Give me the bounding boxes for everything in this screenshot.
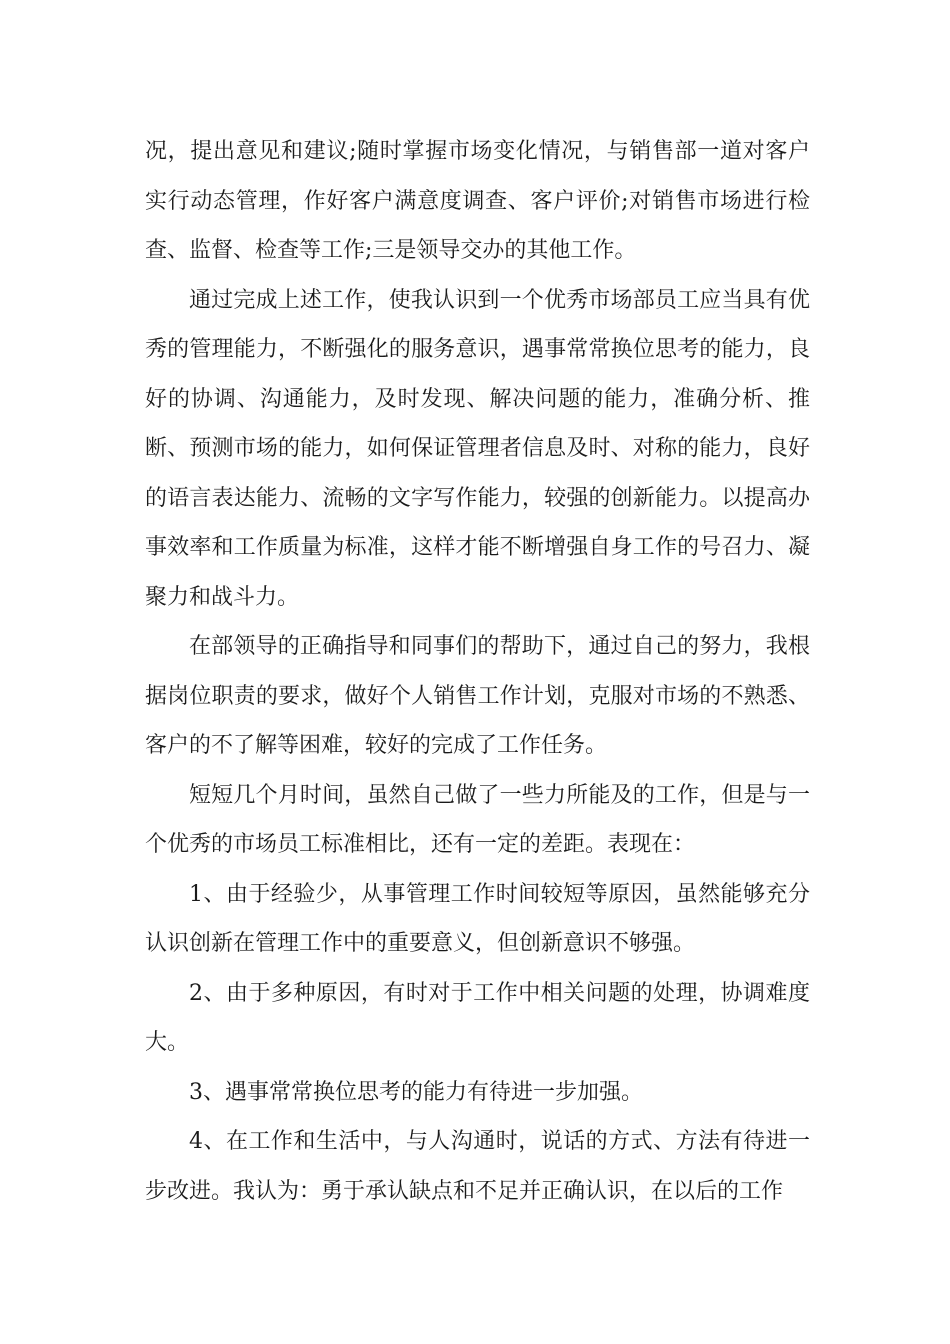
list-item-4: 4、在工作和生活中，与人沟通时，说话的方式、方法有待进一步改进。我认为：勇于承认缺点和不足并正确认识，在以后的工作 <box>145 1129 810 1204</box>
paragraph-1: 况，提出意见和建议;随时掌握市场变化情况，与销售部一道对客户实行动态管理，作好客户满意度调查、客户评价;对销售市场进行检查、监督、检查等工作;三是领导交办的其他工作。 <box>145 139 810 263</box>
list-item-1: 1、由于经验少，从事管理工作时间较短等原因，虽然能够充分认识创新在管理工作中的重要意义，但创新意识不够强。 <box>145 881 810 956</box>
list-item-3: 3、遇事常常换位思考的能力有待进一步加强。 <box>189 1079 643 1105</box>
list-item-2: 2、由于多种原因，有时对于工作中相关问题的处理，协调难度大。 <box>145 980 810 1055</box>
paragraph-2: 通过完成上述工作，使我认识到一个优秀市场部员工应当具有优秀的管理能力，不断强化的服务意识，遇事常常换位思考的能力，良好的协调、沟通能力，及时发现、解决问题的能力，准确分析、推断、预测市场的能力，如何保证管理者信息及时、对称的能力，良好的语言表达能力、流畅的文字写作能力，较强的创新能力。以提高办事效率和工作质量为标准，这样才能不断增强自身工作的号召力、凝聚力和战斗力。 <box>145 287 810 610</box>
paragraph-3: 在部领导的正确指导和同事们的帮助下，通过自己的努力，我根据岗位职责的要求，做好个人销售工作计划，克服对市场的不熟悉、客户的不了解等困难，较好的完成了工作任务。 <box>145 634 810 758</box>
paragraph-4: 短短几个月时间，虽然自己做了一些力所能及的工作，但是与一个优秀的市场员工标准相比，还有一定的差距。表现在： <box>145 782 810 857</box>
document-body <box>145 127 810 1216</box>
